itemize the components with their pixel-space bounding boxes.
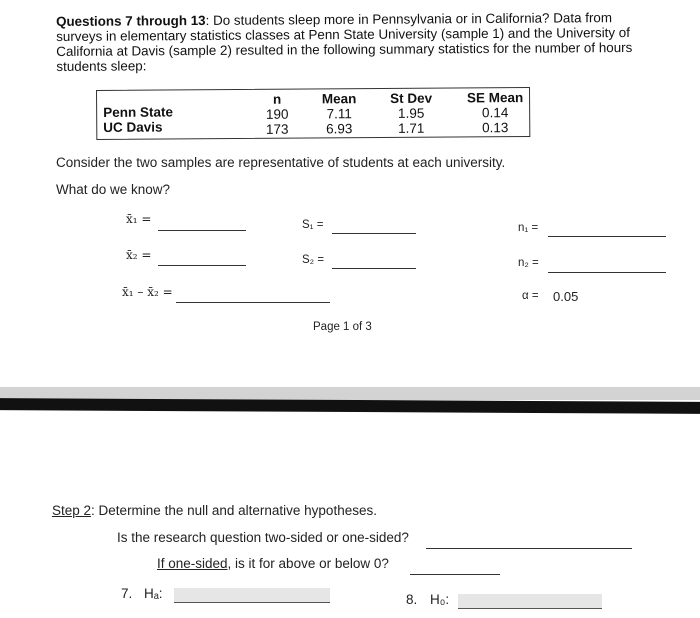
table-header-mean: Mean	[321, 91, 357, 107]
consider-text: Consider the two samples are representative of students at each university.	[56, 155, 506, 170]
direction-answer-blank[interactable]	[410, 574, 500, 575]
diff-blank[interactable]	[176, 302, 330, 303]
alpha-label: α =	[522, 290, 539, 302]
h0-input[interactable]	[458, 594, 602, 609]
s1-label: S₁ =	[302, 219, 324, 231]
two-sided-question: Is the research question two-sided or one-sided?	[117, 530, 409, 545]
s2-blank[interactable]	[332, 268, 416, 269]
table-cell: 0.14	[481, 105, 509, 121]
n2-label: n₂ =	[518, 257, 539, 269]
table-cell: 1.71	[398, 120, 425, 136]
diff-label: x̄₁ – x̄₂ =	[122, 285, 173, 299]
one-sided-underlined: If one-sided	[157, 556, 228, 571]
step2-text: Determine the null and alternative hypotheses.	[94, 503, 377, 518]
two-sided-answer-blank[interactable]	[426, 548, 632, 549]
table-header-semean: SE Mean	[466, 90, 524, 106]
table-header-stdev: St Dev	[389, 90, 433, 106]
table-cell: 173	[265, 121, 289, 137]
intro-text: Do students sleep more in Pennsylvania or in California? Data from surveys in elementary statistics classes at Penn State University (sample 1) and the University of California at Davis (sample 2) resulted in the following summary statistics for the number of hours students sleep:	[56, 10, 633, 74]
one-sided-question	[157, 556, 389, 571]
table-cell: 7.11	[326, 106, 352, 122]
n1-blank[interactable]	[548, 236, 666, 237]
step2-label: Step 2	[52, 503, 92, 518]
page-separator-bar	[0, 398, 700, 414]
h0-number: 8.	[406, 592, 418, 607]
intro-paragraph	[56, 10, 656, 74]
table-header-n: n	[272, 91, 282, 107]
what-do-we-know: What do we know?	[56, 182, 171, 197]
n2-blank[interactable]	[548, 272, 666, 273]
table-cell: 190	[265, 106, 289, 122]
ha-label: Hₐ:	[144, 586, 163, 601]
page-number: Page 1 of 3	[313, 321, 372, 333]
step2-colon: :	[91, 503, 95, 518]
table-cell: 1.95	[397, 105, 425, 121]
xbar2-blank[interactable]	[158, 265, 246, 266]
xbar2-label: x̄₂ =	[126, 248, 152, 262]
s2-label: S₂ =	[302, 254, 325, 266]
ha-number: 7.	[121, 586, 133, 601]
xbar1-label: x̄₁ =	[126, 212, 152, 226]
table-cell: 6.93	[326, 121, 353, 137]
table-cell: 0.13	[482, 120, 509, 136]
h0-label: H₀:	[430, 592, 450, 607]
one-sided-rest: , is it for above or below 0?	[227, 556, 389, 571]
step2-heading	[52, 503, 377, 518]
s1-blank[interactable]	[332, 233, 416, 234]
ha-input[interactable]	[174, 588, 330, 603]
summary-table	[96, 87, 530, 140]
intro-colon: :	[205, 12, 210, 28]
table-row-label: UC Davis	[103, 119, 163, 135]
intro-heading: Questions 7 through 13	[56, 12, 206, 29]
table-row-label: Penn State	[103, 104, 173, 120]
alpha-value: 0.05	[553, 289, 579, 304]
xbar1-blank[interactable]	[158, 230, 246, 231]
n1-label: n₁ =	[518, 222, 539, 234]
